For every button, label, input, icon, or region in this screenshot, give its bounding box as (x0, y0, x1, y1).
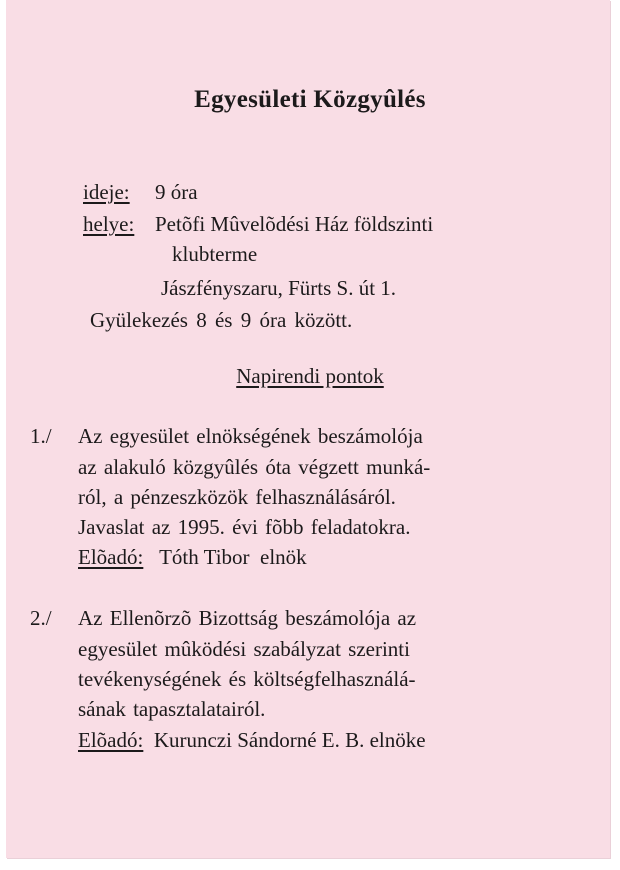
time-value: 9 óra (155, 180, 198, 204)
place-row (83, 214, 433, 235)
agenda-item-1-presenter-label: Elõadó: (78, 545, 144, 569)
agenda-item-1-number: 1./ (30, 424, 52, 448)
place-line-2: klubterme (172, 242, 258, 266)
agenda-item-1-presenter: Tóth Tibor elnök (159, 545, 307, 569)
agenda-item-2-line-1: Az Ellenõrzõ Bizottság beszámolója az (78, 606, 417, 630)
place-line-1: Petõfi Mûvelõdési Ház földszinti (155, 212, 434, 236)
agenda-item-1-line-4: Javaslat az 1995. évi fõbb feladatokra. (78, 515, 411, 539)
agenda-item-2-line-4: sának tapasztalatairól. (78, 697, 266, 721)
agenda-item-1-line-2: az alakuló közgyûlés óta végzett munká- (78, 455, 431, 479)
agenda-item-2-presenter-label: Elõadó: (78, 728, 144, 752)
agenda-item-2-presenter-row (78, 730, 426, 751)
agenda-item-2-line-2: egyesület mûködési szabályzat szerinti (78, 637, 410, 661)
agenda-item-2-presenter: Kurunczi Sándorné E. B. elnöke (153, 728, 426, 752)
place-line-3: Jászfényszaru, Fürts S. út 1. (161, 276, 397, 300)
agenda-heading: Napirendi pontok (236, 364, 384, 388)
time-label: ideje: (83, 180, 130, 204)
agenda-item-1-line-1: Az egyesület elnökségének beszámolója (78, 424, 423, 448)
time-row (83, 182, 198, 203)
place-label: helye: (83, 212, 135, 236)
gathering-line: Gyülekezés 8 és 9 óra között. (90, 308, 353, 332)
agenda-item-1-line-3: ról, a pénzeszközök felhasználásáról. (78, 485, 396, 509)
agenda-item-2-line-3: tevékenységének és költségfelhasználá- (78, 667, 416, 691)
agenda-item-1-presenter-row (78, 547, 307, 568)
document-sheet (6, 0, 610, 858)
agenda-item-2-number: 2./ (30, 606, 52, 630)
document-title: Egyesületi Közgyûlés (194, 86, 426, 113)
